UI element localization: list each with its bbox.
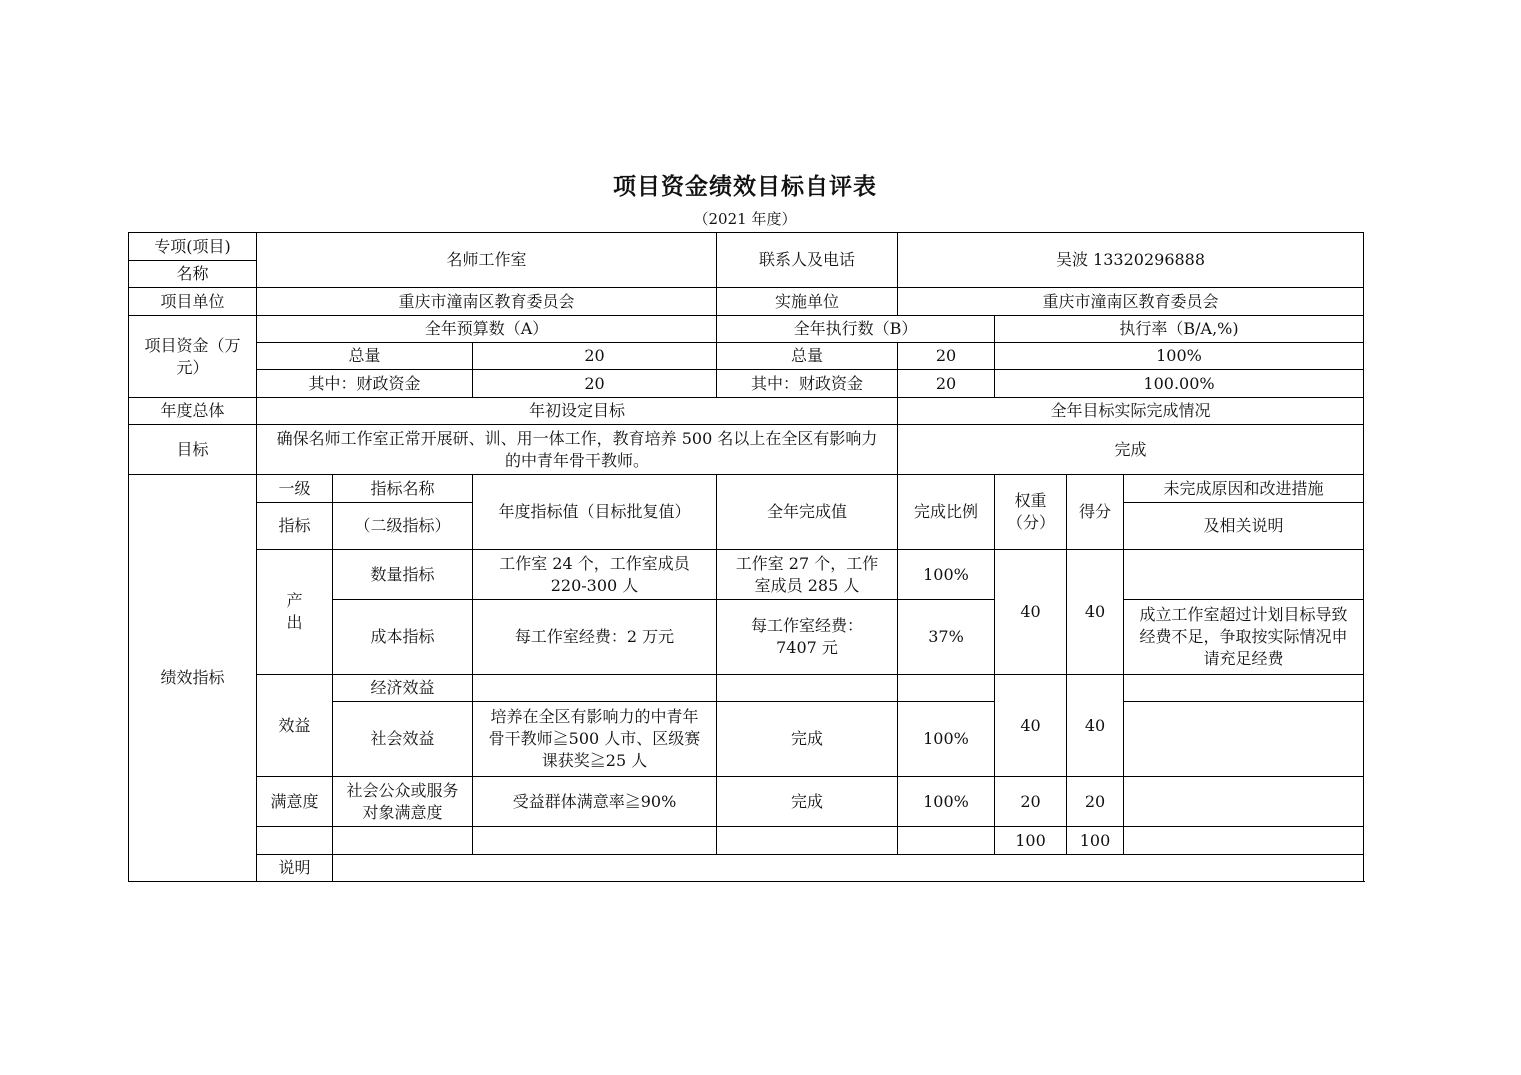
impl-value: 重庆市潼南区教育委员会 bbox=[898, 288, 1364, 316]
h-ratio: 完成比例 bbox=[898, 475, 995, 550]
h-name-2: （二级指标） bbox=[333, 503, 473, 550]
h-actual: 全年完成值 bbox=[717, 475, 898, 550]
total-empty-4 bbox=[717, 827, 898, 855]
total-budget: 20 bbox=[473, 343, 717, 370]
total-rate: 100% bbox=[995, 343, 1364, 370]
row-quantity-name: 数量指标 bbox=[333, 550, 473, 600]
total-empty-5 bbox=[898, 827, 995, 855]
unit-label: 项目单位 bbox=[129, 288, 257, 316]
total-empty-2 bbox=[333, 827, 473, 855]
row-quantity-reason bbox=[1124, 550, 1364, 600]
total-weight: 100 bbox=[995, 827, 1067, 855]
goals-set-header: 年初设定目标 bbox=[257, 398, 898, 425]
h-reason-2: 及相关说明 bbox=[1124, 503, 1364, 550]
output-score: 40 bbox=[1067, 550, 1124, 675]
page-title: 项目资金绩效目标自评表 bbox=[613, 174, 877, 200]
project-name-label-1: 专项(项目) bbox=[129, 233, 257, 261]
contact-label: 联系人及电话 bbox=[717, 233, 898, 288]
total-exec: 20 bbox=[898, 343, 995, 370]
fiscal-exec: 20 bbox=[898, 370, 995, 398]
total-label-b: 总量 bbox=[717, 343, 898, 370]
output-weight: 40 bbox=[995, 550, 1067, 675]
impl-label: 实施单位 bbox=[717, 288, 898, 316]
row-economic-name: 经济效益 bbox=[333, 675, 473, 702]
evaluation-table bbox=[128, 232, 1364, 882]
goals-set-text: 确保名师工作室正常开展研、训、用一体工作，教育培养 500 名以上在全区有影响力的中青年骨干教师。 bbox=[257, 425, 898, 475]
note-value bbox=[333, 855, 1364, 882]
total-empty-1 bbox=[257, 827, 333, 855]
h-score: 得分 bbox=[1067, 475, 1124, 550]
row-cost-actual: 每工作室经费：7407 元 bbox=[717, 600, 898, 675]
h-reason-1: 未完成原因和改进措施 bbox=[1124, 475, 1364, 503]
output-reason: 成立工作室超过计划目标导致经费不足，争取按实际情况申请充足经费 bbox=[1124, 600, 1364, 675]
row-satisfaction-reason bbox=[1124, 777, 1364, 827]
h-level-2: 指标 bbox=[257, 503, 333, 550]
row-cost-ratio: 37% bbox=[898, 600, 995, 675]
row-quantity-actual: 工作室 27 个，工作室成员 285 人 bbox=[717, 550, 898, 600]
project-name-value: 名师工作室 bbox=[257, 233, 717, 288]
benefit-weight: 40 bbox=[995, 675, 1067, 777]
total-empty-3 bbox=[473, 827, 717, 855]
row-cost-target: 每工作室经费：2 万元 bbox=[473, 600, 717, 675]
cat-output: 产出 bbox=[257, 550, 333, 675]
contact-value: 吴波 13320296888 bbox=[898, 233, 1364, 288]
row-economic-target bbox=[473, 675, 717, 702]
row-economic-actual bbox=[717, 675, 898, 702]
funds-label: 项目资金（万元） bbox=[129, 316, 257, 398]
fiscal-rate: 100.00% bbox=[995, 370, 1364, 398]
fiscal-budget: 20 bbox=[473, 370, 717, 398]
goals-label-2: 目标 bbox=[129, 425, 257, 475]
row-quantity-target: 工作室 24 个，工作室成员 220-300 人 bbox=[473, 550, 717, 600]
cat-benefit: 效益 bbox=[257, 675, 333, 777]
satisfaction-score: 20 bbox=[1067, 777, 1124, 827]
exec-header: 全年执行数（B） bbox=[717, 316, 995, 343]
row-cost-name: 成本指标 bbox=[333, 600, 473, 675]
row-satisfaction-actual: 完成 bbox=[717, 777, 898, 827]
h-weight: 权重（分） bbox=[995, 475, 1067, 550]
cat-satisfaction: 满意度 bbox=[257, 777, 333, 827]
goals-label-1: 年度总体 bbox=[129, 398, 257, 425]
total-label: 总量 bbox=[257, 343, 473, 370]
row-social-name: 社会效益 bbox=[333, 702, 473, 777]
row-social-reason bbox=[1124, 702, 1364, 777]
page-subtitle: （2021 年度） bbox=[693, 210, 797, 228]
h-name-1: 指标名称 bbox=[333, 475, 473, 503]
h-level-1: 一级 bbox=[257, 475, 333, 503]
goals-actual-header: 全年目标实际完成情况 bbox=[898, 398, 1364, 425]
satisfaction-weight: 20 bbox=[995, 777, 1067, 827]
row-quantity-ratio: 100% bbox=[898, 550, 995, 600]
indicators-label: 绩效指标 bbox=[129, 475, 257, 882]
row-satisfaction-name: 社会公众或服务对象满意度 bbox=[333, 777, 473, 827]
note-label: 说明 bbox=[257, 855, 333, 882]
row-satisfaction-target: 受益群体满意率≧90% bbox=[473, 777, 717, 827]
row-economic-ratio bbox=[898, 675, 995, 702]
h-target: 年度指标值（目标批复值） bbox=[473, 475, 717, 550]
row-economic-reason bbox=[1124, 675, 1364, 702]
row-social-target: 培养在全区有影响力的中青年骨干教师≧500 人市、区级赛课获奖≧25 人 bbox=[473, 702, 717, 777]
total-empty-6 bbox=[1124, 827, 1364, 855]
budget-header: 全年预算数（A） bbox=[257, 316, 717, 343]
row-satisfaction-ratio: 100% bbox=[898, 777, 995, 827]
goals-actual-text: 完成 bbox=[898, 425, 1364, 475]
total-score: 100 bbox=[1067, 827, 1124, 855]
fiscal-label: 其中：财政资金 bbox=[257, 370, 473, 398]
fiscal-label-b: 其中：财政资金 bbox=[717, 370, 898, 398]
unit-value: 重庆市潼南区教育委员会 bbox=[257, 288, 717, 316]
benefit-score: 40 bbox=[1067, 675, 1124, 777]
rate-header: 执行率（B/A,%) bbox=[995, 316, 1364, 343]
row-social-actual: 完成 bbox=[717, 702, 898, 777]
row-social-ratio: 100% bbox=[898, 702, 995, 777]
project-name-label-2: 名称 bbox=[129, 261, 257, 288]
